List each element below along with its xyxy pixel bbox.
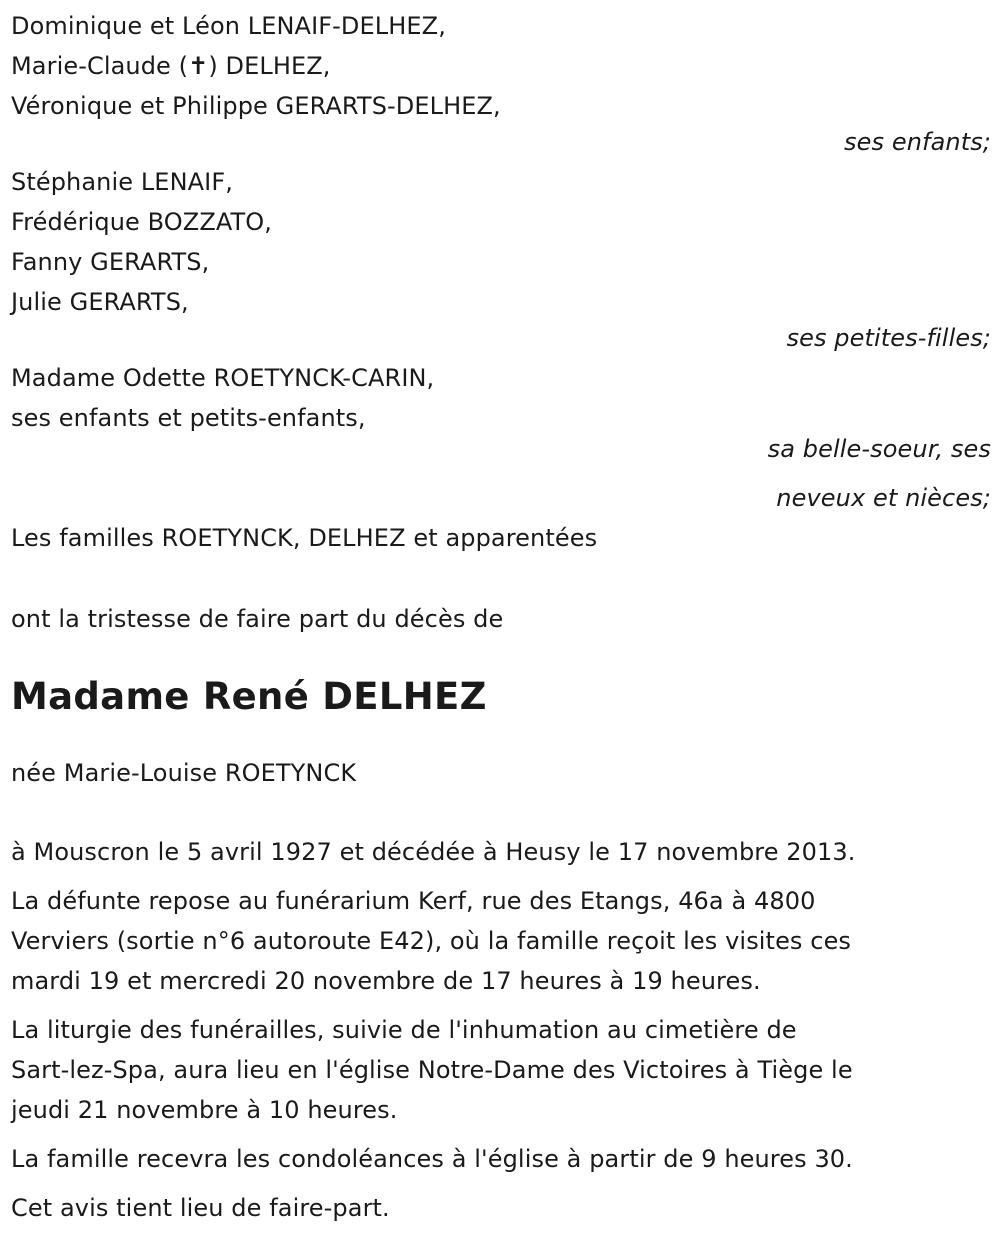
children-role: ses enfants; — [844, 128, 991, 156]
grandchild-line: Julie GERARTS, — [11, 288, 189, 316]
grandchild-line: Fanny GERARTS, — [11, 248, 210, 276]
sister-in-law-group — [11, 358, 991, 518]
child-line: Marie-Claude (✝) DELHEZ, — [11, 52, 331, 80]
grandchild-line: Stéphanie LENAIF, — [11, 168, 233, 196]
sister-in-law-role-line-2: neveux et nièces; — [776, 484, 991, 512]
funeral-home-line: mardi 19 et mercredi 20 novembre de 17 heures à 19 heures. — [11, 967, 761, 995]
liturgy-paragraph — [11, 1010, 991, 1130]
birth-death-line: à Mouscron le 5 avril 1927 et décédée à Heusy le 17 novembre 2013. — [11, 838, 856, 866]
sister-in-law-role-line-1: sa belle-soeur, ses — [767, 435, 991, 463]
condolences-line: La famille recevra les condoléances à l'église à partir de 9 heures 30. — [11, 1145, 853, 1173]
child-line: Véronique et Philippe GERARTS-DELHEZ, — [11, 92, 501, 120]
liturgy-line: La liturgie des funérailles, suivie de l'inhumation au cimetière de — [11, 1016, 797, 1044]
grandchildren-role: ses petites-filles; — [786, 324, 991, 352]
funeral-home-line: Verviers (sortie n°6 autoroute E42), où la famille reçoit les visites ces — [11, 927, 852, 955]
notice-line: Cet avis tient lieu de faire-part. — [11, 1194, 390, 1222]
grandchildren-group — [11, 162, 991, 354]
sister-in-law-line: Madame Odette ROETYNCK-CARIN, — [11, 364, 435, 392]
funeral-home-line: La défunte repose au funérarium Kerf, rue des Etangs, 46a à 4800 — [11, 887, 816, 915]
liturgy-line: Sart-lez-Spa, aura lieu en l'église Notre-Dame des Victoires à Tiège le — [11, 1056, 853, 1084]
liturgy-line: jeudi 21 novembre à 10 heures. — [11, 1096, 398, 1124]
grandchild-line: Frédérique BOZZATO, — [11, 208, 272, 236]
children-group — [11, 6, 991, 158]
sister-in-law-line: ses enfants et petits-enfants, — [11, 404, 366, 432]
families-line: Les familles ROETYNCK, DELHEZ et apparentées — [11, 524, 598, 552]
obituary-notice — [11, 6, 991, 1237]
maiden-name: née Marie-Louise ROETYNCK — [11, 759, 357, 787]
deceased-name: Madame René DELHEZ — [11, 675, 487, 718]
announcement-line: ont la tristesse de faire part du décès de — [11, 605, 504, 633]
funeral-home-paragraph — [11, 881, 991, 1001]
child-line: Dominique et Léon LENAIF-DELHEZ, — [11, 12, 446, 40]
